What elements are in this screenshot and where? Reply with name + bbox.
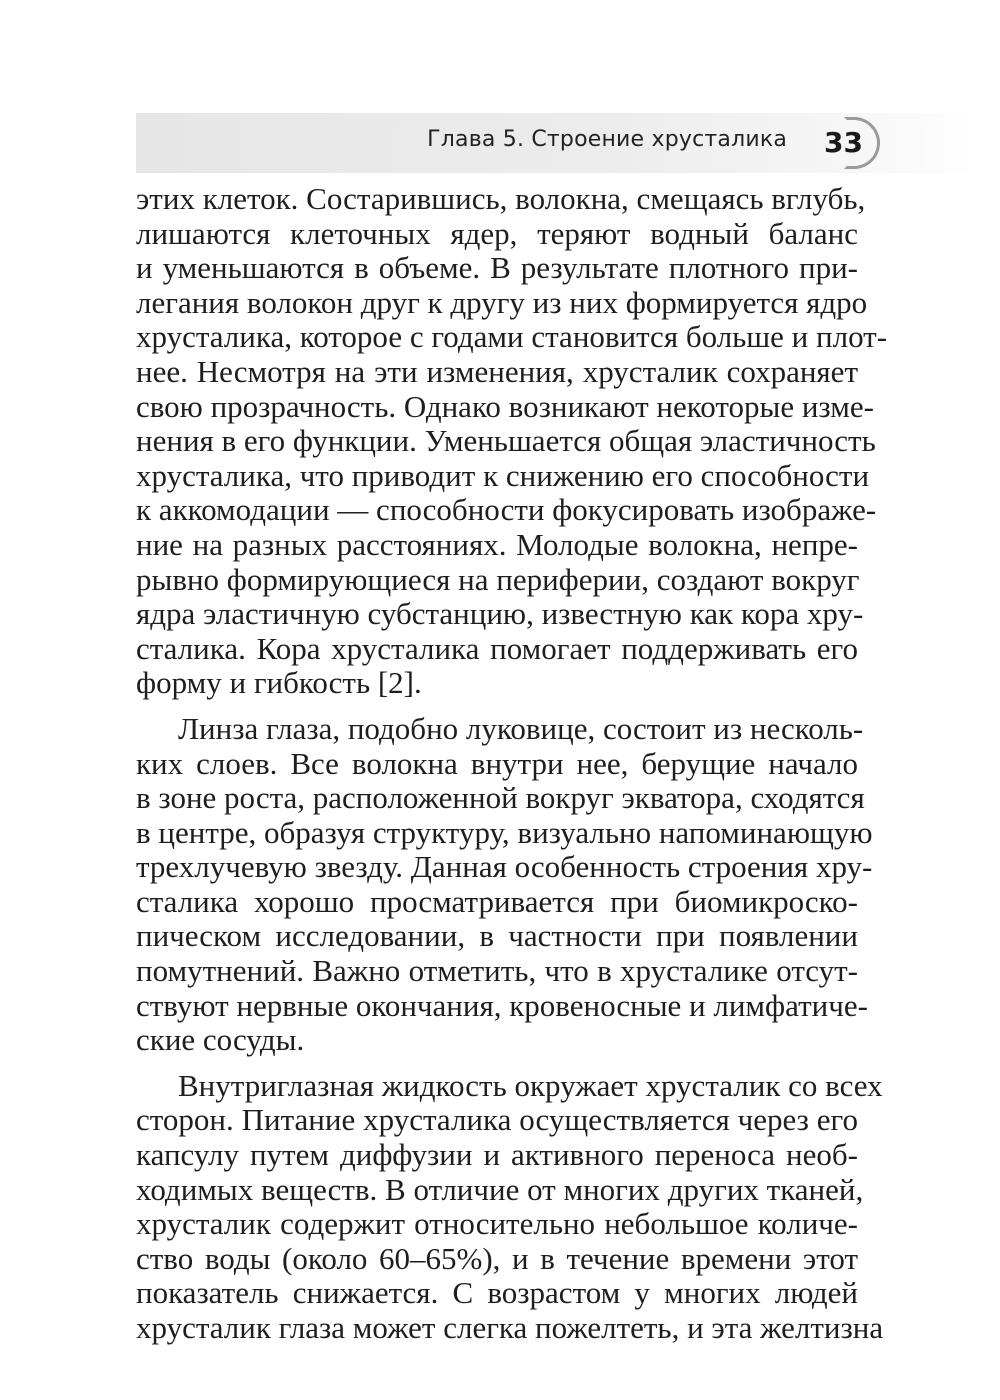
text-line: хрусталика, которое с годами становится больше и плот- [136,319,888,355]
running-head-title: Глава 5. Строение хрусталика [427,127,787,152]
text-line: ядра эластичную субстанцию, известную как кора хру- [136,596,864,632]
text-line: сталика хорошо просматривается при биомикроско- [136,883,858,919]
text-line: в центре, образуя структуру, визуально напоминающую [136,814,873,850]
text-line: капсулу путем диффузии и активного переноса необ- [136,1137,858,1173]
paragraph [136,710,873,1058]
text-line: ходимых веществ. В отличие от многих других тканей, [136,1171,864,1207]
text-line: трехлучевую звезду. Данная особенность строения хру- [136,849,873,885]
page-number: 33 [824,126,863,159]
text-line: этих клеток. Состарившись, волокна, смещаясь вглубь, [136,181,866,216]
text-line: и уменьшаются в объеме. В результате плотного при- [136,250,858,286]
text-line: помутнений. Важно отметить, что в хрусталике отсут- [136,953,858,989]
text-line: хрусталик содержит относительно небольшое количе- [136,1206,858,1242]
text-line: к аккомодации — способности фокусировать изображе- [136,492,877,528]
text-line: ких слоев. Все волокна внутри нее, берущие начало [136,745,858,781]
text-line: ские сосуды. [136,1022,305,1058]
text-line: форму и гибкость [2]. [136,665,422,701]
text-line: показатель снижается. С возрастом у многих людей [136,1275,858,1311]
text-line: хрусталика, что приводит к снижению его способности [136,457,870,493]
body-text [136,181,888,1346]
text-line: лишаются клеточных ядер, теряют водный баланс [136,215,858,251]
text-line: ние на разных расстояниях. Молодые волокна, непре- [136,526,858,562]
paragraph [136,1067,884,1346]
text-line: сторон. Питание хрусталика осуществляется через его [136,1102,858,1138]
text-line: ство воды (около 60–65%), и в течение времени этот [136,1240,858,1276]
text-line: Линза глаза, подобно луковице, состоит из несколь- [178,710,864,746]
text-line: хрусталик глаза может слегка пожелтеть, и эта желтизна [136,1310,884,1345]
text-line: пическом исследовании, в частности при появлении [136,918,858,954]
text-line: нения в его функции. Уменьшается общая эластичность [136,423,876,459]
text-line: нее. Несмотря на эти изменения, хрусталик сохраняет [136,353,858,389]
text-line: в зоне роста, расположенной вокруг экватора, сходятся [136,780,865,816]
text-line: ствуют нервные окончания, кровеносные и лимфатиче- [136,987,868,1023]
text-line: рывно формирующиеся на периферии, создают вокруг [136,561,860,597]
paragraph [136,181,888,701]
text-line: легания волокон друг к другу из них формируется ядро [136,284,868,320]
text-line: свою прозрачность. Однако возникают некоторые изме- [136,388,874,424]
text-line: сталика. Кора хрусталика помогает поддерживать его [136,630,858,666]
text-line: Внутриглазная жидкость окружает хрусталик со всех [178,1067,883,1103]
